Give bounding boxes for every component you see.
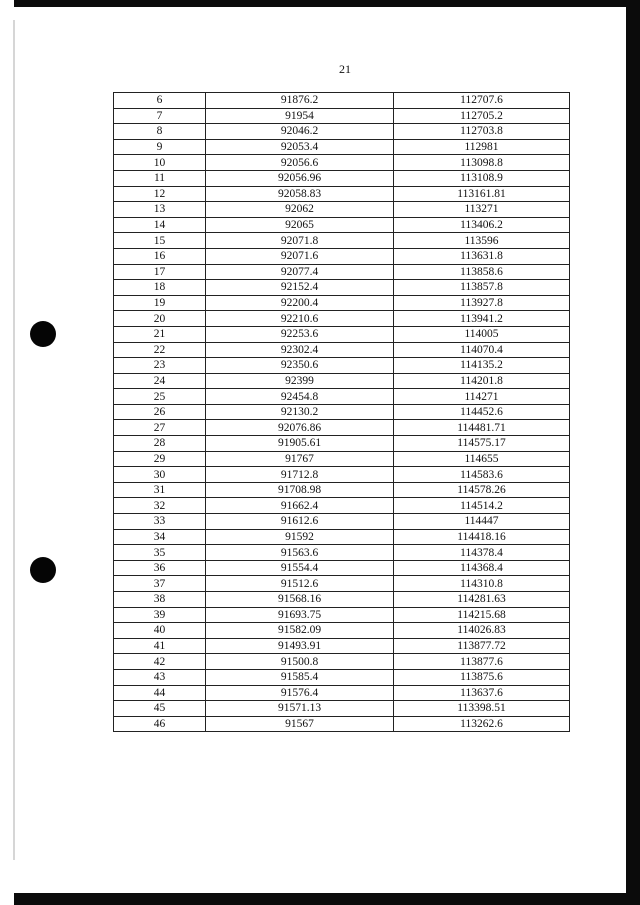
x-value-cell: 91585.4 <box>206 669 394 685</box>
table-row <box>114 592 570 608</box>
y-value-cell: 114378.4 <box>394 545 570 561</box>
x-value-cell: 91493.91 <box>206 638 394 654</box>
point-number-cell: 8 <box>114 124 206 140</box>
y-value-cell: 112981 <box>394 139 570 155</box>
point-number-cell: 9 <box>114 139 206 155</box>
x-value-cell: 92065 <box>206 217 394 233</box>
point-number-cell: 36 <box>114 560 206 576</box>
point-number-cell: 37 <box>114 576 206 592</box>
table-row <box>114 436 570 452</box>
x-value-cell: 92056.6 <box>206 155 394 171</box>
table-row <box>114 233 570 249</box>
y-value-cell: 114281.63 <box>394 592 570 608</box>
table-row <box>114 155 570 171</box>
table-row <box>114 264 570 280</box>
table-row <box>114 248 570 264</box>
point-number-cell: 10 <box>114 155 206 171</box>
x-value-cell: 91571.13 <box>206 701 394 717</box>
scan-left-edge-line <box>13 20 15 860</box>
point-number-cell: 39 <box>114 607 206 623</box>
x-value-cell: 91767 <box>206 451 394 467</box>
y-value-cell: 113927.8 <box>394 295 570 311</box>
point-number-cell: 27 <box>114 420 206 436</box>
table-row <box>114 295 570 311</box>
table-row <box>114 669 570 685</box>
y-value-cell: 114418.16 <box>394 529 570 545</box>
point-number-cell: 28 <box>114 436 206 452</box>
table-row <box>114 186 570 202</box>
table-row <box>114 217 570 233</box>
table-row <box>114 342 570 358</box>
point-number-cell: 22 <box>114 342 206 358</box>
point-number-cell: 6 <box>114 93 206 109</box>
x-value-cell: 91567 <box>206 716 394 732</box>
x-value-cell: 92210.6 <box>206 311 394 327</box>
x-value-cell: 91576.4 <box>206 685 394 701</box>
scan-right-border <box>626 0 640 905</box>
table-row <box>114 716 570 732</box>
x-value-cell: 91568.16 <box>206 592 394 608</box>
y-value-cell: 114070.4 <box>394 342 570 358</box>
point-number-cell: 25 <box>114 389 206 405</box>
point-number-cell: 40 <box>114 623 206 639</box>
table-row <box>114 498 570 514</box>
y-value-cell: 114578.26 <box>394 482 570 498</box>
y-value-cell: 112705.2 <box>394 108 570 124</box>
scan-left-margin <box>0 0 14 905</box>
point-number-cell: 30 <box>114 467 206 483</box>
y-value-cell: 114026.83 <box>394 623 570 639</box>
point-number-cell: 20 <box>114 311 206 327</box>
y-value-cell: 113596 <box>394 233 570 249</box>
table-row <box>114 623 570 639</box>
point-number-cell: 11 <box>114 170 206 186</box>
punch-hole-upper <box>30 321 56 347</box>
y-value-cell: 114215.68 <box>394 607 570 623</box>
table-row <box>114 451 570 467</box>
y-value-cell: 114447 <box>394 514 570 530</box>
y-value-cell: 113161.81 <box>394 186 570 202</box>
point-number-cell: 42 <box>114 654 206 670</box>
point-number-cell: 24 <box>114 373 206 389</box>
point-number-cell: 31 <box>114 482 206 498</box>
table-row <box>114 576 570 592</box>
y-value-cell: 113877.6 <box>394 654 570 670</box>
point-number-cell: 33 <box>114 514 206 530</box>
table-row <box>114 108 570 124</box>
point-number-cell: 19 <box>114 295 206 311</box>
x-value-cell: 92399 <box>206 373 394 389</box>
point-number-cell: 38 <box>114 592 206 608</box>
point-number-cell: 32 <box>114 498 206 514</box>
x-value-cell: 92253.6 <box>206 326 394 342</box>
x-value-cell: 92130.2 <box>206 404 394 420</box>
point-number-cell: 23 <box>114 358 206 374</box>
y-value-cell: 114201.8 <box>394 373 570 389</box>
point-number-cell: 7 <box>114 108 206 124</box>
table-row <box>114 311 570 327</box>
y-value-cell: 113858.6 <box>394 264 570 280</box>
table-row <box>114 389 570 405</box>
x-value-cell: 91554.4 <box>206 560 394 576</box>
table-row <box>114 529 570 545</box>
x-value-cell: 91512.6 <box>206 576 394 592</box>
y-value-cell: 113398.51 <box>394 701 570 717</box>
point-number-cell: 17 <box>114 264 206 280</box>
point-number-cell: 12 <box>114 186 206 202</box>
table-row <box>114 685 570 701</box>
table-row <box>114 404 570 420</box>
point-number-cell: 26 <box>114 404 206 420</box>
coordinate-table <box>113 92 570 732</box>
x-value-cell: 92152.4 <box>206 280 394 296</box>
y-value-cell: 114481.71 <box>394 420 570 436</box>
y-value-cell: 113631.8 <box>394 248 570 264</box>
y-value-cell: 113098.8 <box>394 155 570 171</box>
table-row <box>114 514 570 530</box>
x-value-cell: 92053.4 <box>206 139 394 155</box>
x-value-cell: 92062 <box>206 202 394 218</box>
x-value-cell: 91662.4 <box>206 498 394 514</box>
table-row <box>114 326 570 342</box>
table-row <box>114 560 570 576</box>
x-value-cell: 91954 <box>206 108 394 124</box>
x-value-cell: 91708.98 <box>206 482 394 498</box>
x-value-cell: 92302.4 <box>206 342 394 358</box>
point-number-cell: 46 <box>114 716 206 732</box>
table-row <box>114 654 570 670</box>
y-value-cell: 114271 <box>394 389 570 405</box>
table-row <box>114 701 570 717</box>
x-value-cell: 92350.6 <box>206 358 394 374</box>
table-row <box>114 638 570 654</box>
x-value-cell: 92071.6 <box>206 248 394 264</box>
y-value-cell: 113875.6 <box>394 669 570 685</box>
x-value-cell: 91876.2 <box>206 93 394 109</box>
y-value-cell: 114583.6 <box>394 467 570 483</box>
y-value-cell: 114310.8 <box>394 576 570 592</box>
x-value-cell: 92056.96 <box>206 170 394 186</box>
table-row <box>114 170 570 186</box>
point-number-cell: 16 <box>114 248 206 264</box>
y-value-cell: 113877.72 <box>394 638 570 654</box>
y-value-cell: 114135.2 <box>394 358 570 374</box>
x-value-cell: 92046.2 <box>206 124 394 140</box>
x-value-cell: 92077.4 <box>206 264 394 280</box>
scan-bottom-border <box>14 893 640 905</box>
point-number-cell: 13 <box>114 202 206 218</box>
punch-hole-lower <box>30 557 56 583</box>
point-number-cell: 35 <box>114 545 206 561</box>
y-value-cell: 113637.6 <box>394 685 570 701</box>
table-row <box>114 467 570 483</box>
x-value-cell: 91712.8 <box>206 467 394 483</box>
x-value-cell: 91592 <box>206 529 394 545</box>
y-value-cell: 113262.6 <box>394 716 570 732</box>
x-value-cell: 91563.6 <box>206 545 394 561</box>
y-value-cell: 113941.2 <box>394 311 570 327</box>
x-value-cell: 91500.8 <box>206 654 394 670</box>
y-value-cell: 113406.2 <box>394 217 570 233</box>
table-row <box>114 482 570 498</box>
point-number-cell: 41 <box>114 638 206 654</box>
x-value-cell: 91905.61 <box>206 436 394 452</box>
table-row <box>114 124 570 140</box>
page-number: 21 <box>339 62 351 76</box>
y-value-cell: 114005 <box>394 326 570 342</box>
point-number-cell: 45 <box>114 701 206 717</box>
table-row <box>114 420 570 436</box>
y-value-cell: 114575.17 <box>394 436 570 452</box>
table-row <box>114 93 570 109</box>
y-value-cell: 114655 <box>394 451 570 467</box>
table-row <box>114 139 570 155</box>
point-number-cell: 15 <box>114 233 206 249</box>
x-value-cell: 91612.6 <box>206 514 394 530</box>
x-value-cell: 92200.4 <box>206 295 394 311</box>
x-value-cell: 91582.09 <box>206 623 394 639</box>
x-value-cell: 92076.86 <box>206 420 394 436</box>
y-value-cell: 112703.8 <box>394 124 570 140</box>
table-row <box>114 373 570 389</box>
coordinate-table-body <box>114 93 570 732</box>
x-value-cell: 91693.75 <box>206 607 394 623</box>
y-value-cell: 114514.2 <box>394 498 570 514</box>
point-number-cell: 29 <box>114 451 206 467</box>
point-number-cell: 21 <box>114 326 206 342</box>
x-value-cell: 92454.8 <box>206 389 394 405</box>
table-row <box>114 280 570 296</box>
table-row <box>114 545 570 561</box>
point-number-cell: 34 <box>114 529 206 545</box>
y-value-cell: 113857.8 <box>394 280 570 296</box>
y-value-cell: 114368.4 <box>394 560 570 576</box>
x-value-cell: 92071.8 <box>206 233 394 249</box>
table-row <box>114 358 570 374</box>
y-value-cell: 114452.6 <box>394 404 570 420</box>
x-value-cell: 92058.83 <box>206 186 394 202</box>
table-row <box>114 607 570 623</box>
table-row <box>114 202 570 218</box>
scan-top-border <box>14 0 640 7</box>
point-number-cell: 44 <box>114 685 206 701</box>
y-value-cell: 112707.6 <box>394 93 570 109</box>
point-number-cell: 18 <box>114 280 206 296</box>
point-number-cell: 43 <box>114 669 206 685</box>
y-value-cell: 113108.9 <box>394 170 570 186</box>
point-number-cell: 14 <box>114 217 206 233</box>
y-value-cell: 113271 <box>394 202 570 218</box>
